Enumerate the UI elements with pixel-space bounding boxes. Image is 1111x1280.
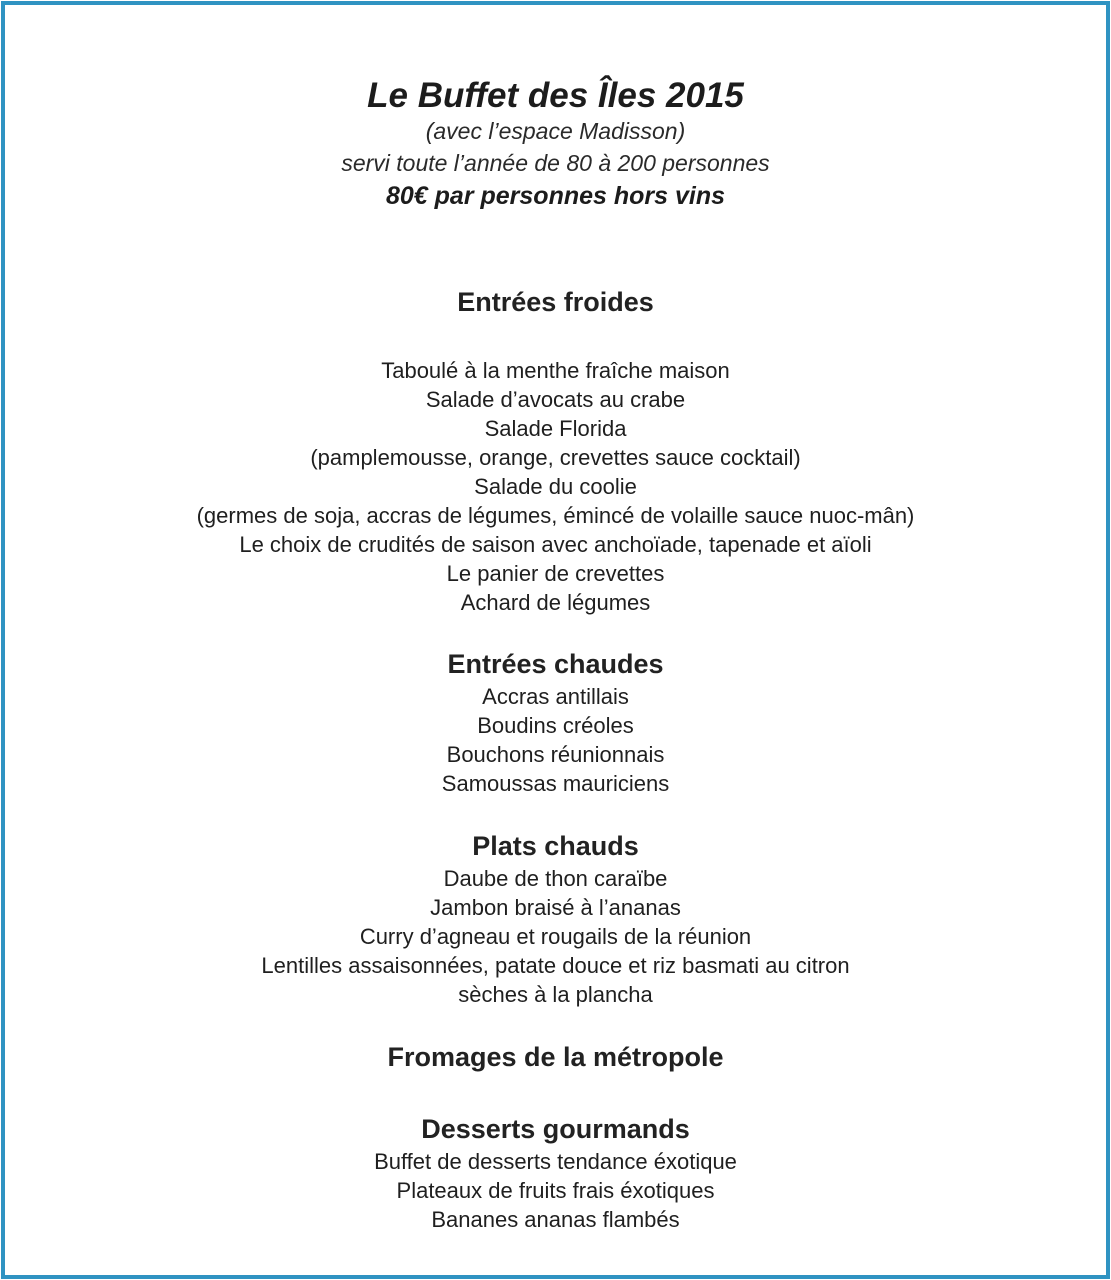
section-heading-fromages: Fromages de la métropole [387,1042,724,1072]
section-heading-plats-chauds: Plats chauds [472,831,639,861]
menu-subtitle-venue: (avec l’espace Madisson) [425,118,686,144]
menu-item: Salade Florida [484,416,627,441]
menu-item: Taboulé à la menthe fraîche maison [381,358,730,383]
menu-title: Le Buffet des Îles 2015 [367,76,744,115]
menu-item: Plateaux de fruits frais éxotiques [396,1178,715,1203]
menu-item: Curry d’agneau et rougails de la réunion [359,924,752,949]
menu-item: Jambon braisé à l’ananas [430,895,681,920]
section-heading-desserts: Desserts gourmands [421,1114,690,1144]
section-heading-entrees-chaudes: Entrées chaudes [447,649,664,679]
menu-item-description: (germes de soja, accras de légumes, émincé de volaille sauce nuoc-mân) [196,503,915,528]
menu-price: 80€ par personnes hors vins [385,182,726,210]
menu-item: Samoussas mauriciens [441,771,670,796]
menu-item: Boudins créoles [477,713,634,738]
menu-item: Achard de légumes [460,590,651,615]
section-heading-entrees-froides: Entrées froides [457,287,654,317]
menu-item: Bouchons réunionnais [446,742,665,767]
menu-item: Bananes ananas flambés [431,1207,680,1232]
menu-item: Le panier de crevettes [446,561,665,586]
menu-item: Buffet de desserts tendance éxotique [374,1149,737,1174]
menu-item: sèches à la plancha [458,982,653,1007]
menu-item: Salade d’avocats au crabe [425,387,686,412]
menu-item: Lentilles assaisonnées, patate douce et riz basmati au citron [261,953,850,978]
menu-item-description: (pamplemousse, orange, crevettes sauce cocktail) [310,445,801,470]
menu-item: Accras antillais [482,684,629,709]
menu-item: Daube de thon caraïbe [443,866,668,891]
menu-item: Le choix de crudités de saison avec anchoïade, tapenade et aïoli [239,532,872,557]
menu-subtitle-availability: servi toute l’année de 80 à 200 personnes [341,150,770,176]
menu-item: Salade du coolie [474,474,637,499]
